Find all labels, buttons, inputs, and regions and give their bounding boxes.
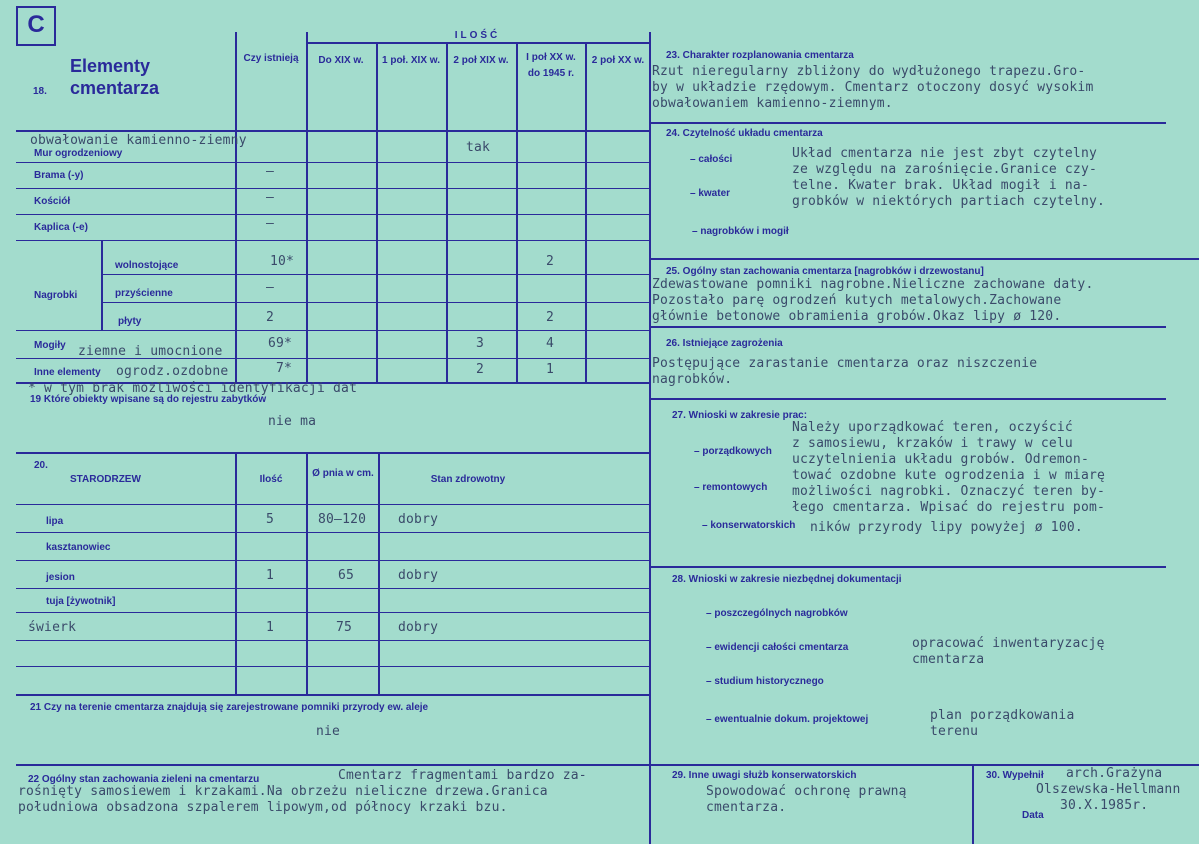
grid-line	[16, 130, 649, 132]
grid-line	[16, 560, 649, 561]
sec22-line3: południowa obsadzona szpalerem lipowym,od północy krzaki bzu.	[18, 800, 508, 815]
head-col-5: 2 poł XX w.	[591, 55, 645, 66]
tree-qty-1: 5	[266, 512, 275, 527]
tree-qty-3: 1	[266, 568, 275, 583]
tree-name-5: świerk	[28, 620, 77, 635]
sec24-sub3: – nagrobków i mogił	[692, 226, 789, 237]
sec28-sub2: – ewidencji całości cmentarza	[706, 642, 849, 653]
church-exists: –	[266, 190, 275, 205]
grid-line	[16, 694, 649, 696]
sec27-label: 27. Wnioski w zakresie prac:	[672, 410, 808, 421]
sec24-line2: ze względu na zarośnięcie.Granice czy-	[792, 162, 1098, 177]
grid-line	[16, 588, 649, 589]
sec26-label: 26. Istniejące zagrożenia	[666, 338, 783, 349]
wall-label: Mur ogrodzeniowy	[34, 148, 123, 159]
wall-mounted-exists: –	[266, 280, 275, 295]
grid-vline	[376, 42, 378, 382]
other-col4: 1	[546, 362, 555, 377]
mounds-exists: 69*	[268, 336, 293, 351]
tree-health-3: dobry	[398, 568, 439, 583]
sec27-line6: łego cmentarza. Wpisać do rejestru pom-	[792, 500, 1106, 515]
graves-label: Nagrobki	[34, 290, 78, 301]
grid-line	[16, 640, 649, 641]
sec22-label: 22 Ogólny stan zachowania zieleni na cmentarzu	[28, 774, 260, 785]
mounds-typed: ziemne i umocnione	[78, 344, 223, 359]
grid-vline	[446, 42, 448, 382]
tree-name-4: tuja [żywotnik]	[46, 596, 116, 607]
sec28-val2b: cmentarza	[912, 652, 985, 667]
tree-name-2: kasztanowiec	[46, 542, 111, 553]
sec20-number: 20.	[34, 460, 48, 471]
slabs-label: płyty	[118, 316, 142, 327]
sec20-head-health: Stan zdrowotny	[430, 474, 506, 485]
grid-vline	[378, 452, 380, 694]
sec24-line1: Układ cmentarza nie jest zbyt czytelny	[792, 146, 1098, 161]
gate-label: Brama (-y)	[34, 170, 84, 181]
sec27-sub3: – konserwatorskich	[702, 520, 796, 531]
gate-exists: –	[266, 164, 275, 179]
qty-header-line	[306, 42, 649, 44]
tree-diam-1: 80–120	[318, 512, 367, 527]
sec23-line3: obwałowaniem kamienno-ziemnym.	[652, 96, 893, 111]
sec23-line2: by w układzie rzędowym. Cmentarz otoczony dosyć wysokim	[652, 80, 1094, 95]
mounds-label: Mogiły	[34, 340, 66, 351]
grid-vline	[306, 32, 308, 382]
tree-diam-3: 65	[338, 568, 355, 583]
section-letter-box: C	[16, 6, 56, 46]
sec25-label: 25. Ogólny stan zachowania cmentarza [nagrobków i drzewostanu]	[666, 266, 984, 277]
freestanding-exists: 10*	[270, 254, 295, 269]
sec28-val2a: opracować inwentaryzację	[912, 636, 1105, 651]
sec19-value: nie ma	[268, 414, 317, 429]
church-label: Kościół	[34, 196, 71, 207]
sec27-sub2: – remontowych	[694, 482, 768, 493]
grid-vline	[516, 42, 518, 382]
sec27-line3: uczytelnienia układu grobów. Odremon-	[792, 452, 1089, 467]
sec18-number: 18.	[33, 86, 47, 97]
sec28-val4a: plan porządkowania	[930, 708, 1075, 723]
grid-vline	[972, 764, 974, 844]
grid-vline	[235, 32, 237, 382]
head-exists: Czy istnieją	[243, 53, 299, 64]
grid-line	[16, 330, 649, 331]
other-exists: 7*	[276, 361, 293, 376]
sec30-date-label: Data	[1022, 810, 1044, 821]
wall-typed: obwałowanie kamienno-ziemny	[30, 133, 247, 148]
sec22-line1: Cmentarz fragmentami bardzo za-	[338, 768, 587, 783]
head-col-2: 1 poł. XIX w.	[382, 55, 440, 66]
grid-line	[16, 452, 649, 454]
sec21-label: 21 Czy na terenie cmentarza znajdują się zarejestrowane pomniki przyrody ew. aleje	[30, 702, 429, 713]
sec29-line2: cmentarza.	[706, 800, 787, 815]
grid-line	[16, 240, 649, 241]
grid-line	[16, 504, 649, 505]
chapel-exists: –	[266, 216, 275, 231]
sec28-sub1: – poszczególnych nagrobków	[706, 608, 848, 619]
sec29-label: 29. Inne uwagi służb konserwatorskich	[672, 770, 857, 781]
sec27-line7: ników przyrody lipy powyżej ø 100.	[810, 520, 1083, 535]
grid-vline	[306, 452, 308, 694]
head-quantity: ILOŚĆ	[454, 30, 501, 41]
sec20-head-tree: STARODRZEW	[70, 474, 141, 485]
sec29-line1: Spowodować ochronę prawną	[706, 784, 907, 799]
sec18-title-line2: cmentarza	[70, 78, 160, 98]
sec25-line2: Pozostało parę ogrodzeń kutych metalowych.Zachowane	[652, 293, 1062, 308]
grid-line	[16, 612, 649, 613]
grid-vline	[235, 452, 237, 694]
sec24-sub1: – całości	[690, 154, 733, 165]
sec18-title-line1: Elementy	[70, 56, 151, 76]
sec21-value: nie	[316, 724, 341, 739]
sec20-head-diam: Ø pnia w cm.	[312, 468, 374, 479]
freestanding-label: wolnostojące	[115, 260, 179, 271]
tree-health-1: dobry	[398, 512, 439, 527]
grid-vline	[101, 240, 103, 330]
grid-vline	[585, 42, 587, 382]
head-col-3: 2 poł XIX w.	[453, 55, 509, 66]
tree-name-1: lipa	[46, 516, 64, 527]
sec24-line3: telne. Kwater brak. Układ mogił i na-	[792, 178, 1089, 193]
sec30-name1: arch.Grażyna	[1066, 766, 1163, 781]
sec28-label: 28. Wnioski w zakresie niezbędnej dokumentacji	[672, 574, 902, 585]
sec20-head-qty: Ilość	[259, 474, 283, 485]
sec27-line4: tować ozdobne kute ogrodzenia i w miarę	[792, 468, 1106, 483]
other-label: Inne elementy	[34, 367, 101, 378]
tree-name-3: jesion	[46, 572, 75, 583]
sec26-line1: Postępujące zarastanie cmentarza oraz niszczenie	[652, 356, 1038, 371]
center-divider	[649, 32, 651, 844]
sec25-line1: Zdewastowane pomniki nagrobne.Nieliczne zachowane daty.	[652, 277, 1094, 292]
tree-qty-5: 1	[266, 620, 275, 635]
sec25-line3: głównie betonowe obramienia grobów.Okaz lipy ø 120.	[652, 309, 1062, 324]
sec23-line1: Rzut nieregularny zbliżony do wydłużonego trapezu.Gro-	[652, 64, 1086, 79]
tree-diam-5: 75	[336, 620, 353, 635]
wall-mounted-label: przyścienne	[115, 288, 173, 299]
grid-line	[16, 162, 649, 163]
sec30-label: 30. Wypełnił	[986, 770, 1044, 781]
sec27-line2: z samosiewu, krzaków i trawy w celu	[792, 436, 1073, 451]
sec24-line4: grobków w niektórych partiach czytelny.	[792, 194, 1106, 209]
grid-line	[651, 326, 1166, 328]
grid-line	[16, 764, 649, 766]
footnote: * w tym brak możliwości identyfikacji dat	[28, 381, 358, 396]
sec24-sub2: – kwater	[690, 188, 731, 199]
tree-health-5: dobry	[398, 620, 439, 635]
grid-line	[16, 666, 649, 667]
chapel-label: Kaplica (-e)	[34, 222, 88, 233]
sec30-date: 30.X.1985r.	[1060, 798, 1149, 813]
head-col-4: I poł XX w. do 1945 r.	[526, 52, 576, 79]
freestanding-col4: 2	[546, 254, 555, 269]
sec28-sub4: – ewentualnie dokum. projektowej	[706, 714, 869, 725]
sec27-line5: możliwości nagrobki. Oznaczyć teren by-	[792, 484, 1106, 499]
sec23-label: 23. Charakter rozplanowania cmentarza	[666, 50, 854, 61]
sec28-sub3: – studium historycznego	[706, 676, 824, 687]
grid-line	[16, 188, 649, 189]
grid-line	[651, 258, 1199, 260]
grid-line	[16, 532, 649, 533]
sec26-line2: nagrobków.	[652, 372, 733, 387]
grid-line	[651, 566, 1166, 568]
sec22-line2: rośnięty samosiewem i krzakami.Na obrzeżu nieliczne drzewa.Granica	[18, 784, 548, 799]
mounds-col3: 3	[476, 336, 485, 351]
sec19-label: 19 Które obiekty wpisane są do rejestru zabytków	[30, 394, 267, 405]
grid-line	[16, 214, 649, 215]
sec27-sub1: – porządkowych	[694, 446, 772, 457]
other-col3: 2	[476, 362, 485, 377]
wall-col3: tak	[466, 140, 491, 155]
grid-line	[651, 398, 1166, 400]
mounds-col4: 4	[546, 336, 555, 351]
grid-line	[651, 122, 1166, 124]
sec28-val4b: terenu	[930, 724, 979, 739]
slabs-exists: 2	[266, 310, 275, 325]
slabs-col4: 2	[546, 310, 555, 325]
sec24-label: 24. Czytelność układu cmentarza	[666, 128, 823, 139]
head-col-1: Do XIX w.	[318, 55, 364, 66]
sec30-name2: Olszewska-Hellmann	[1036, 782, 1181, 797]
sec27-line1: Należy uporządkować teren, oczyścić	[792, 420, 1073, 435]
other-typed: ogrodz.ozdobne	[116, 364, 229, 379]
